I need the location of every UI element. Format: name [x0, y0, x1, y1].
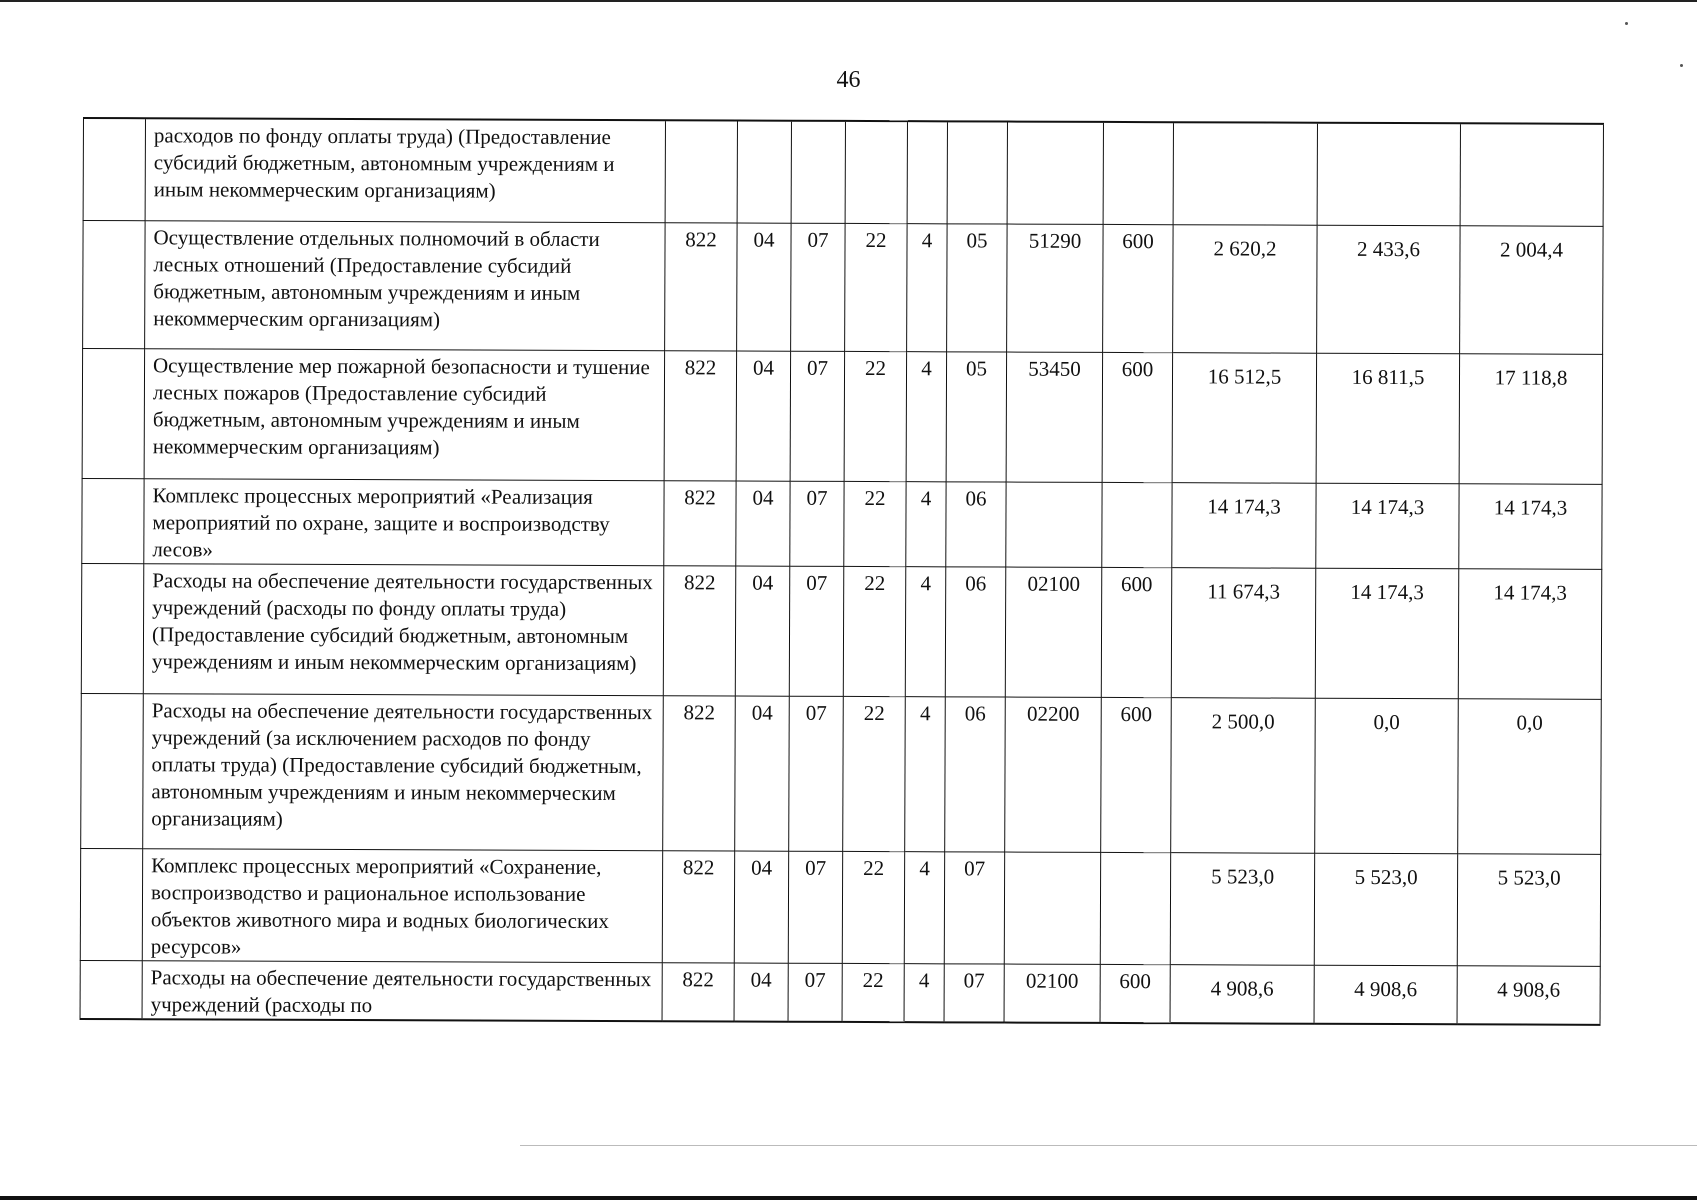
amount-year-2-cell: 14 174,3	[1316, 483, 1459, 569]
direction-code-cell	[1004, 852, 1100, 964]
description-cell: Комплекс процессных мероприятий «Сохранение, воспроизводство и рациональное использование объектов животного мира и водных биологических ресурсов»	[142, 848, 662, 962]
table-row	[81, 563, 1601, 699]
description-cell: расходов по фонду оплаты труда) (Предоставление субсидий бюджетным, автономным учреждениям и иным некоммерческим организациям)	[145, 118, 665, 222]
amount-year-1-cell: 5 523,0	[1170, 852, 1314, 965]
amount-year-2-cell: 4 908,6	[1314, 965, 1457, 1024]
amount-year-1-cell: 11 674,3	[1171, 567, 1315, 698]
ministry-code-cell	[665, 120, 737, 222]
amount-year-3-cell: 2 004,4	[1460, 225, 1603, 354]
expense-type-cell	[1100, 852, 1170, 964]
description-cell: Осуществление отдельных полномочий в области лесных отношений (Предоставление субсидий бюджетным, автономным учреждениям и иным некоммерческим организациям)	[145, 220, 665, 350]
table-row	[83, 220, 1603, 354]
expense-type-cell	[1102, 482, 1172, 567]
amount-year-1-cell: 2 620,2	[1173, 224, 1317, 353]
measure-code-cell: 06	[946, 481, 1006, 566]
description-cell: Расходы на обеспечение деятельности государственных учреждений (за исключением расходов по фонду оплаты труда) (Предоставление субсидий бюджетным, автономным учреждениям и иным некоммерческим организациям)	[143, 693, 664, 850]
subprogram-code-cell: 4	[906, 351, 946, 481]
table-body	[80, 118, 1603, 1024]
amount-year-2-cell: 2 433,6	[1317, 225, 1460, 354]
table-row	[81, 693, 1602, 854]
amount-year-2-cell: 0,0	[1315, 698, 1459, 854]
scan-faint-line	[520, 1145, 1697, 1146]
row-number-cell	[83, 220, 145, 348]
subsection-code-cell: 07	[790, 481, 844, 566]
direction-code-cell: 51290	[1007, 224, 1103, 352]
amount-year-1-cell: 4 908,6	[1170, 964, 1314, 1023]
measure-code-cell	[947, 121, 1007, 223]
amount-year-1-cell: 14 174,3	[1172, 482, 1316, 568]
ministry-code-cell: 822	[663, 695, 736, 850]
amount-year-3-cell: 5 523,0	[1457, 853, 1600, 966]
direction-code-cell: 02200	[1005, 697, 1102, 852]
section-code-cell: 04	[736, 481, 790, 566]
expense-type-cell: 600	[1101, 567, 1171, 697]
ministry-code-cell: 822	[663, 565, 735, 695]
description-cell: Расходы на обеспечение деятельности государственных учреждений (расходы по	[142, 960, 662, 1020]
description-cell: Расходы на обеспечение деятельности государственных учреждений (расходы по фонду оплаты труда) (Предоставление субсидий бюджетным, автономным учреждениям и иным некоммерческим организациям)	[143, 563, 663, 695]
amount-year-2-cell: 16 811,5	[1316, 353, 1459, 484]
subsection-code-cell: 07	[788, 963, 842, 1022]
section-code-cell: 04	[737, 223, 791, 351]
section-code-cell: 04	[735, 566, 789, 696]
measure-code-cell: 07	[944, 963, 1004, 1022]
row-number-cell	[81, 693, 144, 848]
amount-year-1-cell	[1173, 122, 1317, 225]
subsection-code-cell: 07	[790, 351, 844, 481]
amount-year-3-cell: 4 908,6	[1457, 965, 1600, 1024]
measure-code-cell: 06	[945, 696, 1006, 851]
amount-year-3-cell	[1460, 123, 1603, 226]
amount-year-3-cell: 14 174,3	[1458, 568, 1601, 699]
section-code-cell: 04	[734, 851, 788, 963]
direction-code-cell: 02100	[1005, 567, 1101, 697]
subprogram-code-cell: 4	[906, 481, 946, 566]
row-number-cell	[83, 118, 145, 220]
budget-table	[80, 117, 1604, 1025]
amount-year-1-cell: 2 500,0	[1171, 697, 1316, 853]
description-cell: Комплекс процессных мероприятий «Реализация мероприятий по охране, защите и воспроизводству лесов»	[144, 478, 664, 565]
amount-year-3-cell: 14 174,3	[1459, 483, 1602, 569]
scan-speck	[1625, 22, 1628, 25]
row-number-cell	[80, 960, 142, 1019]
subprogram-code-cell: 4	[904, 963, 944, 1022]
measure-code-cell: 05	[947, 223, 1007, 351]
subprogram-code-cell: 4	[905, 696, 946, 851]
expense-type-cell: 600	[1101, 697, 1172, 852]
subsection-code-cell: 07	[789, 696, 844, 851]
ministry-code-cell: 822	[664, 350, 736, 480]
amount-year-2-cell: 5 523,0	[1314, 853, 1457, 966]
scan-top-edge	[0, 0, 1697, 2]
subsection-code-cell: 07	[789, 566, 843, 696]
program-code-cell: 22	[843, 696, 906, 851]
direction-code-cell	[1006, 482, 1102, 567]
subprogram-code-cell: 4	[907, 223, 947, 351]
program-code-cell: 22	[844, 351, 906, 481]
program-code-cell: 22	[842, 963, 904, 1022]
expense-type-cell: 600	[1100, 964, 1170, 1023]
ministry-code-cell: 822	[662, 850, 734, 962]
amount-year-1-cell: 16 512,5	[1172, 352, 1316, 483]
subprogram-code-cell: 4	[905, 566, 945, 696]
program-code-cell: 22	[843, 566, 905, 696]
direction-code-cell: 02100	[1004, 964, 1100, 1023]
program-code-cell	[845, 121, 907, 223]
direction-code-cell: 53450	[1006, 352, 1102, 482]
expense-type-cell	[1103, 122, 1173, 224]
measure-code-cell: 06	[945, 566, 1005, 696]
table-row	[80, 960, 1600, 1024]
program-code-cell: 22	[845, 223, 907, 351]
ministry-code-cell: 822	[665, 222, 737, 350]
subsection-code-cell: 07	[791, 223, 845, 351]
section-code-cell	[737, 121, 791, 223]
expense-type-cell: 600	[1103, 224, 1173, 352]
table-row	[82, 478, 1602, 569]
subprogram-code-cell	[907, 121, 947, 223]
ministry-code-cell: 822	[664, 480, 736, 565]
measure-code-cell: 05	[946, 351, 1006, 481]
amount-year-2-cell: 14 174,3	[1315, 568, 1458, 699]
scan-bottom-edge	[0, 1196, 1697, 1200]
page-number: 46	[836, 67, 861, 93]
section-code-cell: 04	[735, 696, 790, 851]
row-number-cell	[82, 348, 144, 478]
expense-type-cell: 600	[1102, 352, 1172, 482]
direction-code-cell	[1007, 122, 1103, 224]
program-code-cell: 22	[844, 481, 906, 566]
section-code-cell: 04	[736, 351, 790, 481]
subsection-code-cell	[791, 121, 845, 223]
row-number-cell	[80, 848, 142, 960]
subsection-code-cell: 07	[788, 851, 842, 963]
program-code-cell: 22	[842, 851, 904, 963]
amount-year-2-cell	[1317, 123, 1460, 226]
row-number-cell	[82, 478, 144, 563]
ministry-code-cell: 822	[662, 962, 734, 1021]
section-code-cell: 04	[734, 963, 788, 1022]
amount-year-3-cell: 0,0	[1458, 698, 1602, 854]
table-row	[83, 118, 1603, 226]
measure-code-cell: 07	[944, 851, 1004, 963]
table-row	[82, 348, 1602, 484]
amount-year-3-cell: 17 118,8	[1459, 353, 1602, 484]
description-cell: Осуществление мер пожарной безопасности и тушение лесных пожаров (Предоставление субсидий бюджетным, автономным учреждениям и иным некоммерческим организациям)	[144, 348, 664, 480]
row-number-cell	[81, 563, 143, 693]
table-row	[80, 848, 1600, 966]
subprogram-code-cell: 4	[904, 851, 944, 963]
